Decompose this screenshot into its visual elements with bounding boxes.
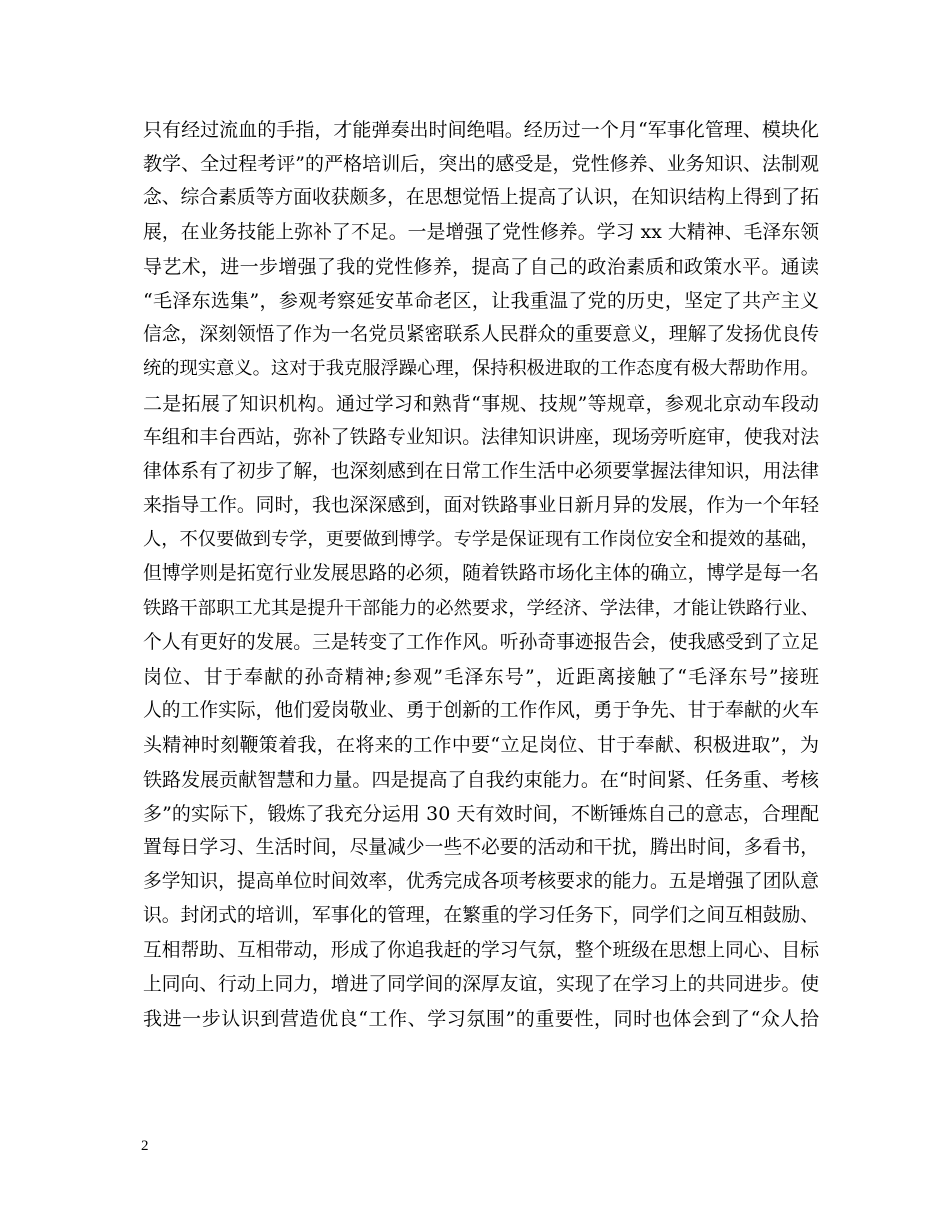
page-number: 2 [141,1138,149,1154]
body-text [143,113,819,1036]
text-line: 但博学则是拓宽行业发展思路的必须，随着铁路市场化主体的确立，博学是每一名 [143,563,819,585]
text-line: 多”的实际下，锻炼了我充分运用 30 天有效时间，不断锤炼自己的意志，合理配 [143,802,819,825]
text-line: “毛泽东选集”，参观考察延安革命老区，让我重温了党的历史，坚定了共产主义 [143,289,819,312]
text-line: 我进一步认识到营造优良“工作、学习氛围”的重要性，同时也体会到了“众人拾 [143,1007,819,1030]
text-line: 多学知识，提高单位时间效率，优秀完成各项考核要求的能力。五是增强了团队意 [143,871,819,893]
text-line: 信念，深刻领悟了作为一名党员紧密联系人民群众的重要意义，理解了发扬优良传 [143,324,819,346]
text-line: 念、综合素质等方面收获颇多，在思想觉悟上提高了认识，在知识结构上得到了拓 [143,187,819,209]
text-line: 来指导工作。同时，我也深深感到，面对铁路事业日新月异的发展，作为一个年轻 [143,495,819,517]
text-line: 律体系有了初步了解，也深刻感到在日常工作生活中必须要掌握法律知识，用法律 [143,460,819,482]
text-line: 铁路发展贡献智慧和力量。四是提高了自我约束能力。在“时间紧、任务重、考核 [143,768,819,791]
text-line: 个人有更好的发展。三是转变了工作作风。听孙奇事迹报告会，使我感受到了立足 [143,631,819,653]
text-line: 上同向、行动上同力，增进了同学间的深厚友谊，实现了在学习上的共同进步。使 [143,973,819,995]
text-line: 人，不仅要做到专学，更要做到博学。专学是保证现有工作岗位安全和提效的基础， [143,529,819,551]
text-line: 统的现实意义。这对于我克服浮躁心理，保持积极进取的工作态度有极大帮助作用。 [143,358,819,380]
text-line: 头精神时刻鞭策着我，在将来的工作中要“立足岗位、甘于奉献、积极进取”，为 [143,734,819,757]
text-line: 二是拓展了知识机构。通过学习和熟背“事规、技规”等规章，参观北京动车段动 [143,392,819,415]
text-line: 识。封闭式的培训，军事化的管理，在繁重的学习任务下，同学们之间互相鼓励、 [143,905,819,927]
text-line: 教学、全过程考评”的严格培训后，突出的感受是，党性修养、业务知识、法制观 [143,153,819,176]
text-line: 置每日学习、生活时间，尽量减少一些不必要的活动和干扰，腾出时间，多看书， [143,836,819,858]
text-line: 互相帮助、互相带动，形成了你追我赶的学习气氛，整个班级在思想上同心、目标 [143,939,819,961]
text-line: 人的工作实际，他们爱岗敬业、勇于创新的工作作风，勇于争先、甘于奉献的火车 [143,700,819,722]
text-line: 只有经过流血的手指，才能弹奏出时间绝唱。经历过一个月“军事化管理、模块化 [143,119,819,141]
text-line: 导艺术，进一步增强了我的党性修养，提高了自己的政治素质和政策水平。通读 [143,255,819,278]
text-line: 展，在业务技能上弥补了不足。一是增强了党性修养。学习 xx 大精神、毛泽东领 [143,221,819,243]
text-line: 车组和丰台西站，弥补了铁路专业知识。法律知识讲座，现场旁听庭审，使我对法 [143,426,819,448]
text-line: 铁路干部职工尤其是提升干部能力的必然要求，学经济、学法律，才能让铁路行业、 [143,597,819,619]
text-line: 岗位、甘于奉献的孙奇精神;参观”毛泽东号”，近距离接触了“毛泽东号”接班 [143,666,819,688]
